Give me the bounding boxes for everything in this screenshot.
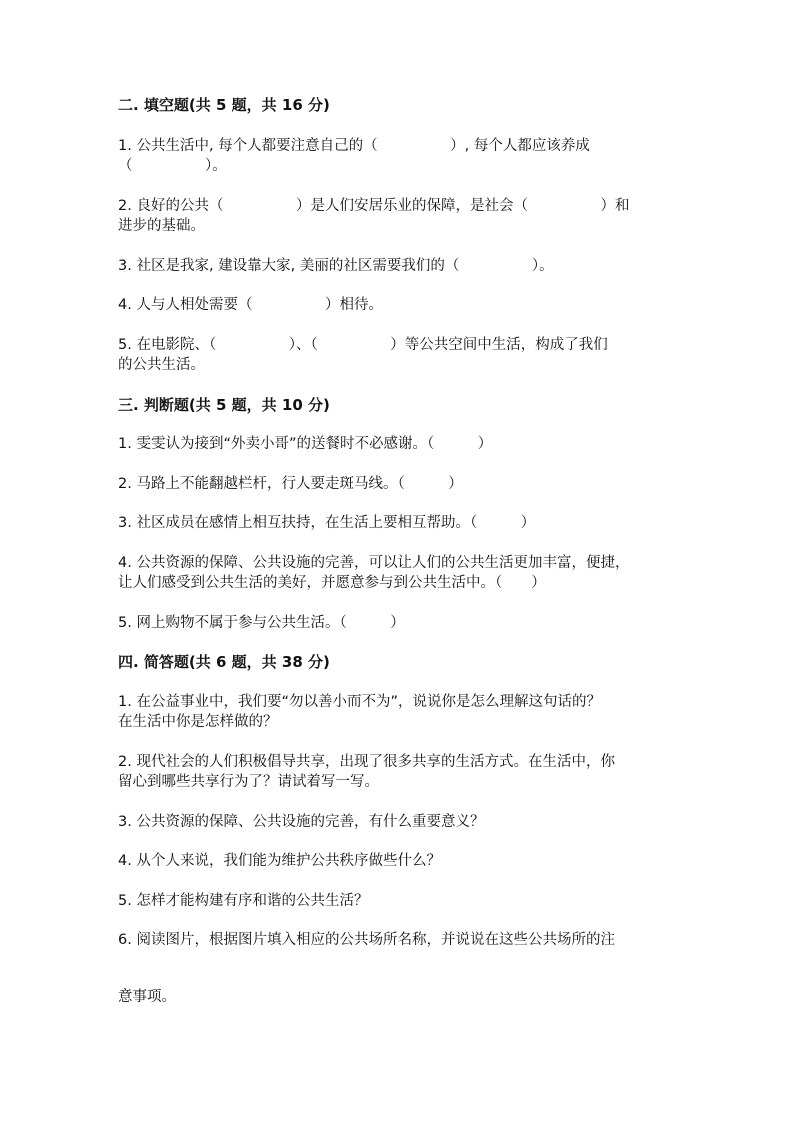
s3-question-3-line-1: 3. 社区成员在感情上相互扶持，在生活上要相互帮助。（ ） — [118, 515, 536, 531]
section-3-heading: 三. 判断题(共 5 题，共 10 分) — [118, 396, 330, 414]
s3-question-1-line-1: 1. 雯雯认为接到“外卖小哥”的送餐时不必感谢。（ ） — [118, 436, 493, 452]
s2-question-1-line-2: （ ）。 — [118, 158, 227, 174]
s4-question-1-line-2: 在生活中你是怎样做的？ — [118, 714, 278, 730]
s4-question-6-line-1: 6. 阅读图片，根据图片填入相应的公共场所名称，并说说在这些公共场所的注 — [118, 932, 615, 948]
s2-question-2-line-2: 进步的基础。 — [118, 218, 205, 234]
s4-question-4-line-1: 4. 从个人来说，我们能为维护公共秩序做些什么？ — [118, 853, 441, 869]
s3-question-5-line-1: 5. 网上购物不属于参与公共生活。（ ） — [118, 615, 405, 631]
section-4-heading: 四. 简答题(共 6 题，共 38 分) — [118, 653, 330, 671]
s3-question-4-line-2: 让人们感受到公共生活的美好，并愿意参与到公共生活中。（ ） — [118, 575, 546, 591]
s3-question-2-line-1: 2. 马路上不能翻越栏杆，行人要走斑马线。（ ） — [118, 476, 463, 492]
s4-question-6-line-2: 意事项。 — [118, 989, 176, 1005]
s4-question-2-line-1: 2. 现代社会的人们积极倡导共享，出现了很多共享的生活方式。在生活中，你 — [118, 754, 615, 770]
s2-question-4-line-1: 4. 人与人相处需要（ ）相待。 — [118, 297, 383, 313]
s2-question-5-line-2: 的公共生活。 — [118, 357, 205, 373]
s2-question-1-line-1: 1. 公共生活中, 每个人都要注意自己的（ ）, 每个人都应该养成 — [118, 138, 590, 154]
s4-question-2-line-2: 留心到哪些共享行为了？请试着写一写。 — [118, 774, 379, 790]
s2-question-3-line-1: 3. 社区是我家, 建设靠大家, 美丽的社区需要我们的（ ）。 — [118, 258, 554, 274]
s3-question-4-line-1: 4. 公共资源的保障、公共设施的完善，可以让人们的公共生活更加丰富，便捷， — [118, 555, 630, 571]
s4-question-1-line-1: 1. 在公益事业中，我们要“勿以善小而不为”，说说你是怎么理解这句话的？ — [118, 694, 601, 710]
s2-question-2-line-1: 2. 良好的公共（ ）是人们安居乐业的保障，是社会（ ）和 — [118, 198, 630, 214]
section-2-heading: 二. 填空题(共 5 题，共 16 分) — [118, 96, 330, 114]
s2-question-5-line-1: 5. 在电影院、（ ）、（ ）等公共空间中生活，构成了我们 — [118, 337, 608, 353]
s4-question-5-line-1: 5. 怎样才能构建有序和谐的公共生活？ — [118, 893, 369, 909]
s4-question-3-line-1: 3. 公共资源的保障、公共设施的完善，有什么重要意义？ — [118, 814, 485, 830]
